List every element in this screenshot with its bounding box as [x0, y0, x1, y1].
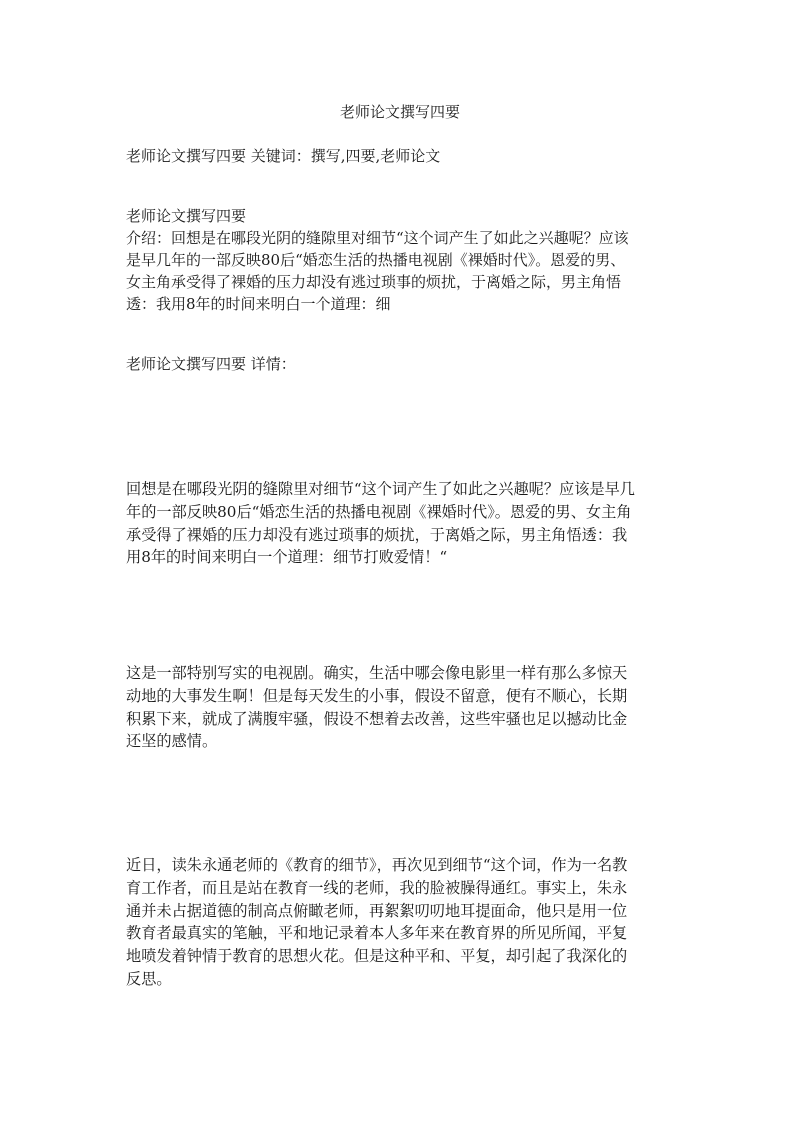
- intro-line: 介绍：回想是在哪段光阴的缝隙里对细节“这个词产生了如此之兴趣呢？应该: [126, 229, 629, 247]
- paragraph-line: 通并未占据道德的制高点俯瞰老师，再絮絮叨叨地耳提面命，他只是用一位: [126, 901, 628, 920]
- keywords-line: 老师论文撰写四要 关键词：撰写,四要,老师论文: [126, 147, 441, 165]
- detail-heading: 老师论文撰写四要 详情：: [126, 355, 296, 373]
- paragraph-line: 反思。: [126, 969, 172, 988]
- intro-line: 透：我用8年的时间来明白一个道理：细: [126, 295, 391, 313]
- intro-heading: 老师论文撰写四要: [126, 207, 247, 225]
- paragraph-line: 教育者最真实的笔触，平和地记录着本人多年来在教育界的所见所闻，平复: [126, 924, 628, 943]
- paragraph-line: 还坚的感情。: [126, 732, 218, 751]
- paragraph-line: 承受得了裸婚的压力却没有逃过琐事的烦扰，于离婚之际，男主角悟透：我: [126, 525, 628, 544]
- paragraph-line: 积累下来，就成了满腹牢骚，假设不想着去改善，这些牢骚也足以撼动比金: [126, 709, 628, 728]
- paragraph-line: 年的一部反映80后“婚恋生活的热播电视剧《裸婚时代》。恩爱的男、女主角: [126, 502, 632, 521]
- body-paragraph-2: [126, 662, 662, 753]
- intro-section: [126, 205, 662, 315]
- paragraph-line: 回想是在哪段光阴的缝隙里对细节“这个词产生了如此之兴趣呢？应该是早几: [126, 480, 635, 498]
- paragraph-line: 用8年的时间来明白一个道理：细节打败爱情！“: [126, 548, 448, 567]
- paragraph-line: 这是一部特别写实的电视剧。确实，生活中哪会像电影里一样有那么多惊天: [126, 664, 628, 682]
- intro-line: 是早几年的一部反映80后“婚恋生活的热播电视剧《裸婚时代》。恩爱的男、: [126, 251, 626, 269]
- body-paragraph-1: [126, 478, 662, 569]
- document-title: 老师论文撰写四要: [339, 103, 460, 121]
- paragraph-line: 动地的大事发生啊！但是每天发生的小事，假设不留意，便有不顺心，长期: [126, 686, 628, 705]
- paragraph-line: 地喷发着钟情于教育的思想火花。但是这种平和、平复，却引起了我深化的: [126, 947, 628, 966]
- paragraph-line: 育工作者，而且是站在教育一线的老师，我的脸被臊得通红。事实上，朱永: [126, 878, 628, 897]
- intro-line: 女主角承受得了裸婚的压力却没有逃过琐事的烦扰，于离婚之际，男主角悟: [126, 273, 622, 291]
- paragraph-line: 近日，读朱永通老师的《教育的细节》，再次见到细节“这个词，作为一名教: [126, 856, 628, 874]
- body-paragraph-3: [126, 854, 662, 991]
